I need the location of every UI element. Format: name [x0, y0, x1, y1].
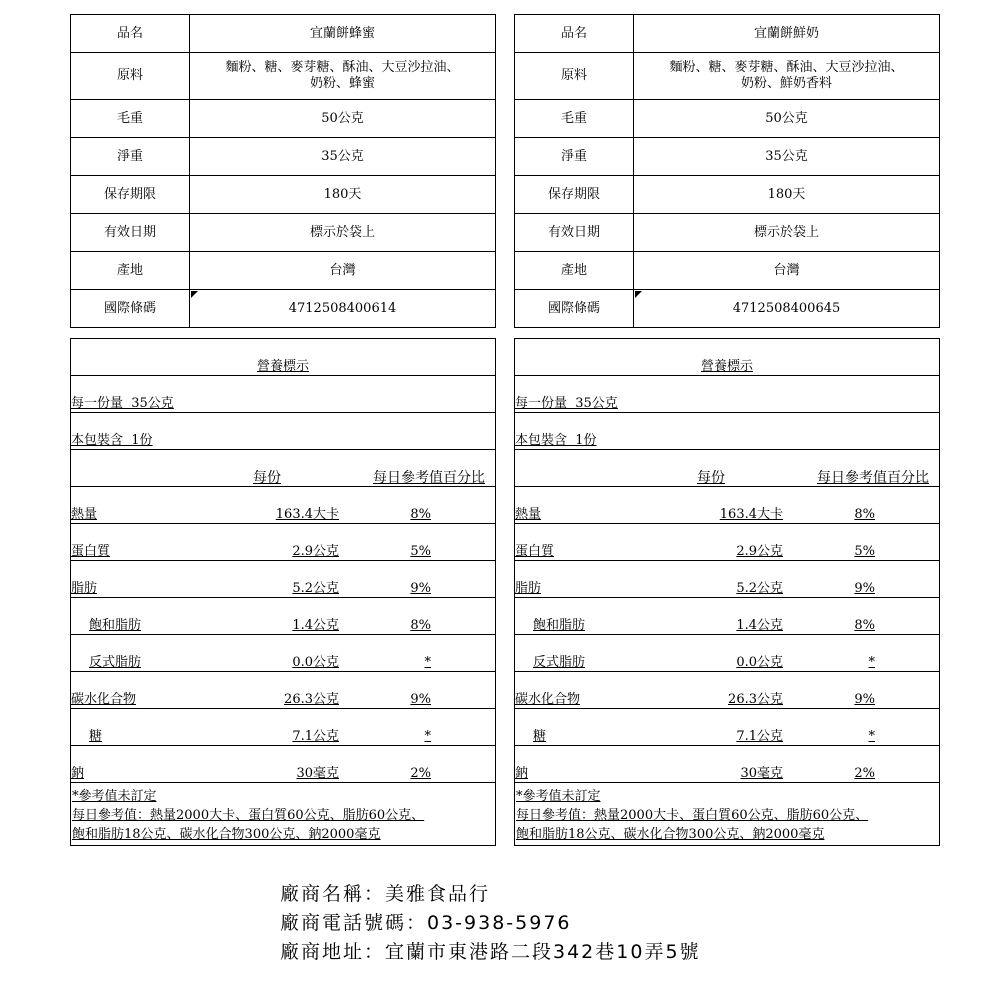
- serving-size: 每一份量 35公克: [71, 396, 174, 411]
- nutrient-row: [71, 672, 495, 709]
- nutrient-row: [515, 672, 939, 709]
- col-daily-percent: 每日參考值百分比: [373, 470, 485, 486]
- nutrition-header-row: [515, 450, 939, 487]
- nutrition-title: 營養標示: [700, 359, 753, 374]
- nutrition-title-row: [71, 339, 495, 376]
- servings-per-pack: 本包裝含 1份: [515, 433, 597, 448]
- nutrient-daily-percent: 9%: [854, 692, 875, 707]
- nutrient-rows: [71, 487, 495, 783]
- nutrient-name: 鈉: [515, 766, 529, 781]
- product-panel-honey: [70, 14, 496, 846]
- spec-value: 50公克: [190, 100, 496, 138]
- nutrient-daily-percent: *: [424, 655, 431, 670]
- servings-row: [515, 413, 939, 450]
- nutrition-header-row: [71, 450, 495, 487]
- nutrient-name: 反式脂肪: [533, 655, 586, 670]
- nutrient-daily-percent: *: [868, 729, 875, 744]
- nutrient-amount: 30毫克: [296, 766, 339, 781]
- barcode-value: 4712508400614: [190, 290, 496, 328]
- nutrient-name: 熱量: [515, 507, 542, 522]
- nutrient-row: [515, 709, 939, 746]
- vendor-phone: 廠商電話號碼：03-938-5976: [280, 912, 572, 934]
- spec-value: 標示於袋上: [634, 214, 940, 252]
- note-line: 飽和脂肪18公克、碳水化合物300公克、鈉2000毫克: [72, 827, 381, 842]
- nutrient-amount: 30毫克: [740, 766, 783, 781]
- spec-row-ingredients: [71, 53, 496, 100]
- note-line: 飽和脂肪18公克、碳水化合物300公克、鈉2000毫克: [516, 827, 825, 842]
- nutrient-daily-percent: 9%: [410, 692, 431, 707]
- spec-row-gross-weight: [515, 100, 940, 138]
- nutrient-daily-percent: 9%: [410, 581, 431, 596]
- product-panel-milk: [514, 14, 940, 846]
- nutrient-amount: 0.0公克: [736, 655, 783, 670]
- nutrient-daily-percent: 9%: [854, 581, 875, 596]
- nutrient-row: [71, 487, 495, 524]
- spec-value: 台灣: [190, 252, 496, 290]
- nutrient-row: [515, 561, 939, 598]
- nutrient-name: 熱量: [71, 507, 98, 522]
- nutrient-daily-percent: *: [424, 729, 431, 744]
- servings-row: [71, 413, 495, 450]
- col-per-serving: 每份: [253, 470, 281, 486]
- spec-value: 180天: [634, 176, 940, 214]
- nutrient-amount: 26.3公克: [284, 692, 339, 707]
- spec-row-name: [515, 15, 940, 53]
- nutrition-title-row: [515, 339, 939, 376]
- nutrient-amount: 163.4大卡: [719, 507, 783, 522]
- spec-label: 淨重: [71, 138, 190, 176]
- nutrient-row: [515, 746, 939, 783]
- serving-size: 每一份量 35公克: [515, 396, 618, 411]
- spec-value: 35公克: [190, 138, 496, 176]
- nutrient-name: 糖: [89, 729, 103, 744]
- nutrient-row: [71, 746, 495, 783]
- spec-value: 宜蘭餅蜂蜜: [190, 15, 496, 53]
- spec-row-ingredients: [515, 53, 940, 100]
- nutrient-row: [71, 709, 495, 746]
- nutrient-amount: 7.1公克: [292, 729, 339, 744]
- nutrient-daily-percent: 8%: [410, 618, 431, 633]
- spec-row-expiry: [515, 214, 940, 252]
- spec-label: 毛重: [71, 100, 190, 138]
- spec-label: 國際條碼: [515, 290, 634, 328]
- barcode-value: 4712508400645: [634, 290, 940, 328]
- nutrient-name: 飽和脂肪: [533, 618, 586, 633]
- spec-table: [70, 14, 496, 328]
- vendor-info: [280, 880, 701, 967]
- spec-row-origin: [71, 252, 496, 290]
- nutrient-name: 脂肪: [515, 581, 542, 596]
- spec-value: 麵粉、糖、麥芽糖、酥油、大豆沙拉油、 奶粉、蜂蜜: [190, 53, 496, 100]
- nutrient-row: [71, 635, 495, 672]
- vendor-address: 廠商地址：宜蘭市東港路二段342巷10弄5號: [280, 941, 701, 963]
- nutrient-amount: 5.2公克: [292, 581, 339, 596]
- spec-table: [514, 14, 940, 328]
- spec-value: 50公克: [634, 100, 940, 138]
- nutrient-name: 蛋白質: [515, 544, 555, 559]
- nutrient-amount: 0.0公克: [292, 655, 339, 670]
- nutrient-amount: 2.9公克: [292, 544, 339, 559]
- nutrient-daily-percent: 8%: [854, 507, 875, 522]
- col-daily-percent: 每日參考值百分比: [817, 470, 929, 486]
- spec-row-shelf-life: [515, 176, 940, 214]
- nutrient-name: 糖: [533, 729, 547, 744]
- nutrient-amount: 26.3公克: [728, 692, 783, 707]
- nutrient-daily-percent: 2%: [410, 766, 431, 781]
- spec-label: 產地: [71, 252, 190, 290]
- spec-label: 保存期限: [515, 176, 634, 214]
- spec-value: 麵粉、糖、麥芽糖、酥油、大豆沙拉油、 奶粉、鮮奶香料: [634, 53, 940, 100]
- spec-value: 台灣: [634, 252, 940, 290]
- spec-label: 淨重: [515, 138, 634, 176]
- spec-label: 國際條碼: [71, 290, 190, 328]
- nutrient-amount: 1.4公克: [736, 618, 783, 633]
- spec-label: 品名: [515, 15, 634, 53]
- nutrient-row: [515, 524, 939, 561]
- nutrient-daily-percent: 2%: [854, 766, 875, 781]
- nutrient-row: [71, 524, 495, 561]
- nutrient-name: 脂肪: [71, 581, 98, 596]
- nutrient-amount: 1.4公克: [292, 618, 339, 633]
- spec-label: 保存期限: [71, 176, 190, 214]
- note-line: 每日參考值：熱量2000大卡、蛋白質60公克、脂肪60公克、: [516, 808, 869, 823]
- nutrient-daily-percent: 5%: [410, 544, 431, 559]
- spec-value: 標示於袋上: [190, 214, 496, 252]
- nutrition-title: 營養標示: [256, 359, 309, 374]
- serving-size-row: [515, 376, 939, 413]
- nutrient-daily-percent: 8%: [854, 618, 875, 633]
- spec-row-net-weight: [515, 138, 940, 176]
- nutrition-notes: [515, 783, 939, 845]
- spec-row-name: [71, 15, 496, 53]
- spec-row-barcode: [515, 290, 940, 328]
- spec-value: 宜蘭餅鮮奶: [634, 15, 940, 53]
- spec-value: 35公克: [634, 138, 940, 176]
- nutrient-daily-percent: *: [868, 655, 875, 670]
- spec-value: 180天: [190, 176, 496, 214]
- spec-label: 產地: [515, 252, 634, 290]
- nutrient-daily-percent: 5%: [854, 544, 875, 559]
- spec-label: 原料: [515, 53, 634, 100]
- nutrient-name: 碳水化合物: [71, 692, 137, 707]
- nutrition-box: [70, 338, 496, 846]
- spec-row-gross-weight: [71, 100, 496, 138]
- servings-per-pack: 本包裝含 1份: [71, 433, 153, 448]
- nutrient-name: 蛋白質: [71, 544, 111, 559]
- spec-label: 原料: [71, 53, 190, 100]
- nutrient-amount: 5.2公克: [736, 581, 783, 596]
- nutrient-rows: [515, 487, 939, 783]
- nutrition-box: [514, 338, 940, 846]
- spec-label: 有效日期: [71, 214, 190, 252]
- nutrient-daily-percent: 8%: [410, 507, 431, 522]
- nutrient-amount: 7.1公克: [736, 729, 783, 744]
- nutrient-row: [71, 598, 495, 635]
- spec-label: 毛重: [515, 100, 634, 138]
- spec-row-net-weight: [71, 138, 496, 176]
- nutrient-name: 鈉: [71, 766, 85, 781]
- col-per-serving: 每份: [697, 470, 725, 486]
- note-line: 每日參考值：熱量2000大卡、蛋白質60公克、脂肪60公克、: [72, 808, 425, 823]
- serving-size-row: [71, 376, 495, 413]
- spec-row-expiry: [71, 214, 496, 252]
- spec-label: 有效日期: [515, 214, 634, 252]
- spec-label: 品名: [71, 15, 190, 53]
- spec-row-origin: [515, 252, 940, 290]
- spec-row-barcode: [71, 290, 496, 328]
- nutrition-notes: [71, 783, 495, 845]
- nutrient-amount: 2.9公克: [736, 544, 783, 559]
- nutrient-amount: 163.4大卡: [275, 507, 339, 522]
- nutrient-row: [515, 635, 939, 672]
- nutrient-name: 飽和脂肪: [89, 618, 142, 633]
- nutrient-row: [71, 561, 495, 598]
- nutrient-name: 碳水化合物: [515, 692, 581, 707]
- vendor-name: 廠商名稱：美雅食品行: [280, 883, 491, 905]
- spec-row-shelf-life: [71, 176, 496, 214]
- note-line: *參考值未訂定: [72, 789, 157, 804]
- nutrient-row: [515, 487, 939, 524]
- note-line: *參考值未訂定: [516, 789, 601, 804]
- nutrient-name: 反式脂肪: [89, 655, 142, 670]
- nutrient-row: [515, 598, 939, 635]
